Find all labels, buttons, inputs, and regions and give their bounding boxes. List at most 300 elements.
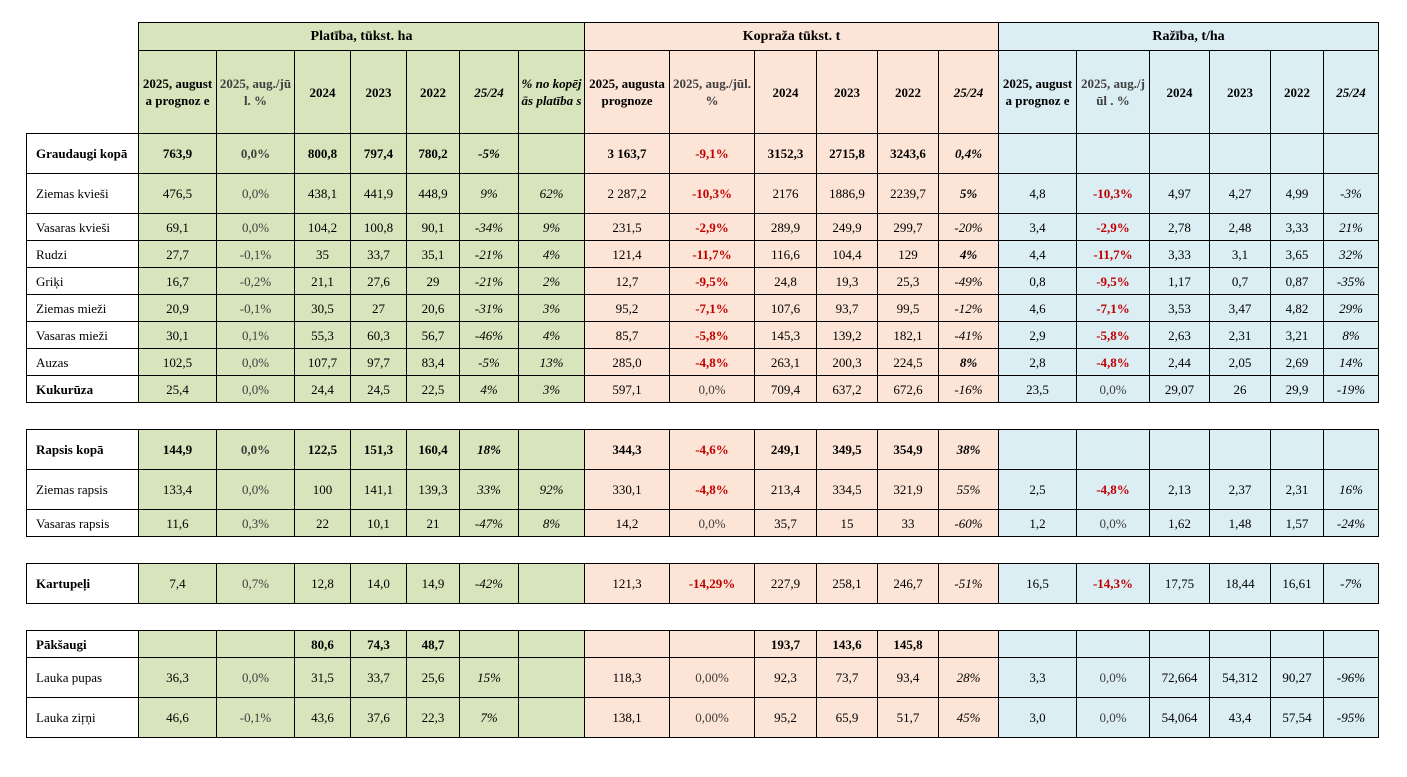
cell-yield-2: 17,75	[1150, 564, 1210, 604]
cell-area-5: -21%	[460, 268, 519, 295]
subheader-harvest-4: 2022	[878, 51, 939, 134]
table-row	[27, 241, 1379, 268]
table-row	[27, 658, 1379, 698]
cell-area-2: 100	[295, 470, 351, 510]
subheader-yield-0: 2025, augusta prognoz e	[999, 51, 1077, 134]
cell-harvest-3: 249,9	[817, 214, 878, 241]
subheader-yield-2: 2024	[1150, 51, 1210, 134]
subheader-harvest-2: 2024	[755, 51, 817, 134]
cell-harvest-4: 93,4	[878, 658, 939, 698]
cell-yield-4: 2,31	[1271, 470, 1324, 510]
cell-area-4: 22,5	[407, 376, 460, 403]
cell-harvest-0: 344,3	[585, 430, 670, 470]
cell-area-4: 56,7	[407, 322, 460, 349]
cell-harvest-2: 107,6	[755, 295, 817, 322]
cell-area-1: 0,1%	[217, 322, 295, 349]
cell-harvest-0: 138,1	[585, 698, 670, 738]
cell-area-6: 4%	[519, 241, 585, 268]
cell-harvest-1: -14,29%	[670, 564, 755, 604]
cell-harvest-4: 129	[878, 241, 939, 268]
cell-harvest-4: 51,7	[878, 698, 939, 738]
cell-yield-1: 0,0%	[1077, 376, 1150, 403]
cell-area-3: 24,5	[351, 376, 407, 403]
row-label: Ziemas mieži	[27, 295, 139, 322]
cell-area-6: 8%	[519, 510, 585, 537]
cell-area-5: -42%	[460, 564, 519, 604]
cell-harvest-4: 182,1	[878, 322, 939, 349]
cell-harvest-3: 334,5	[817, 470, 878, 510]
cell-harvest-1: -4,8%	[670, 470, 755, 510]
cell-yield-5: 21%	[1324, 214, 1379, 241]
table-row	[27, 295, 1379, 322]
cell-yield-2	[1150, 134, 1210, 174]
cell-area-5: -46%	[460, 322, 519, 349]
subheader-area-1: 2025, aug./jūl. %	[217, 51, 295, 134]
cell-harvest-5: -60%	[939, 510, 999, 537]
cell-area-2: 122,5	[295, 430, 351, 470]
cell-harvest-5: -16%	[939, 376, 999, 403]
cell-area-0: 46,6	[139, 698, 217, 738]
cell-yield-3: 18,44	[1210, 564, 1271, 604]
cell-yield-5: 14%	[1324, 349, 1379, 376]
cell-harvest-5: 55%	[939, 470, 999, 510]
cell-harvest-4: 299,7	[878, 214, 939, 241]
subheader-harvest-3: 2023	[817, 51, 878, 134]
cell-yield-0: 16,5	[999, 564, 1077, 604]
group-header-harvest: Kopraža tūkst. t	[585, 23, 999, 51]
cell-yield-0: 4,4	[999, 241, 1077, 268]
cell-area-2: 80,6	[295, 631, 351, 658]
cell-yield-3: 26	[1210, 376, 1271, 403]
cell-area-6	[519, 430, 585, 470]
cell-yield-4: 0,87	[1271, 268, 1324, 295]
section-spacer	[27, 537, 1379, 564]
table-row	[27, 510, 1379, 537]
cell-yield-2: 2,63	[1150, 322, 1210, 349]
cell-harvest-0: 118,3	[585, 658, 670, 698]
cell-yield-2: 2,13	[1150, 470, 1210, 510]
table-row	[27, 631, 1379, 658]
cell-area-4: 83,4	[407, 349, 460, 376]
cell-harvest-2: 145,3	[755, 322, 817, 349]
cell-yield-4: 2,69	[1271, 349, 1324, 376]
table-row	[27, 134, 1379, 174]
cell-area-6: 3%	[519, 376, 585, 403]
row-label: Rapsis kopā	[27, 430, 139, 470]
cell-harvest-3: 200,3	[817, 349, 878, 376]
cell-yield-0: 3,3	[999, 658, 1077, 698]
cell-yield-2: 72,664	[1150, 658, 1210, 698]
cell-yield-1: -10,3%	[1077, 174, 1150, 214]
subheader-harvest-0: 2025, augusta prognoze	[585, 51, 670, 134]
cell-area-1: 0,7%	[217, 564, 295, 604]
cell-harvest-0: 330,1	[585, 470, 670, 510]
cell-yield-3	[1210, 134, 1271, 174]
cell-area-4: 780,2	[407, 134, 460, 174]
corner-cell	[27, 51, 139, 134]
cell-harvest-2: 227,9	[755, 564, 817, 604]
cell-area-5: 4%	[460, 376, 519, 403]
cell-area-0: 144,9	[139, 430, 217, 470]
cell-harvest-5: 5%	[939, 174, 999, 214]
cell-harvest-2: 3152,3	[755, 134, 817, 174]
cell-harvest-4: 246,7	[878, 564, 939, 604]
cell-harvest-3: 349,5	[817, 430, 878, 470]
row-label: Kartupeļi	[27, 564, 139, 604]
cell-area-1: 0,0%	[217, 214, 295, 241]
cell-area-3: 14,0	[351, 564, 407, 604]
cell-area-1: 0,0%	[217, 430, 295, 470]
cell-yield-0	[999, 631, 1077, 658]
subheader-area-2: 2024	[295, 51, 351, 134]
cell-harvest-4: 224,5	[878, 349, 939, 376]
cell-harvest-0: 285,0	[585, 349, 670, 376]
cell-area-4: 48,7	[407, 631, 460, 658]
cell-area-6	[519, 631, 585, 658]
cell-harvest-5: 4%	[939, 241, 999, 268]
cell-area-5: 33%	[460, 470, 519, 510]
cell-area-2: 55,3	[295, 322, 351, 349]
cell-yield-4: 57,54	[1271, 698, 1324, 738]
cell-yield-5	[1324, 631, 1379, 658]
cell-harvest-4: 99,5	[878, 295, 939, 322]
cell-harvest-3: 258,1	[817, 564, 878, 604]
cell-area-3: 441,9	[351, 174, 407, 214]
cell-area-6	[519, 658, 585, 698]
group-header-row	[27, 23, 1379, 51]
group-header-yield: Ražība, t/ha	[999, 23, 1379, 51]
cell-area-1: 0,3%	[217, 510, 295, 537]
cell-area-0: 11,6	[139, 510, 217, 537]
cell-area-3: 27	[351, 295, 407, 322]
cell-yield-3	[1210, 430, 1271, 470]
cell-yield-1: -7,1%	[1077, 295, 1150, 322]
cell-harvest-5: -12%	[939, 295, 999, 322]
cell-area-0: 20,9	[139, 295, 217, 322]
cell-area-0: 763,9	[139, 134, 217, 174]
row-label: Auzas	[27, 349, 139, 376]
cell-harvest-1: -7,1%	[670, 295, 755, 322]
row-label: Kukurūza	[27, 376, 139, 403]
cell-area-0: 36,3	[139, 658, 217, 698]
cell-harvest-5: -20%	[939, 214, 999, 241]
cell-area-6: 9%	[519, 214, 585, 241]
cell-yield-4: 3,65	[1271, 241, 1324, 268]
cell-harvest-0: 85,7	[585, 322, 670, 349]
cell-area-4: 14,9	[407, 564, 460, 604]
cell-harvest-2: 249,1	[755, 430, 817, 470]
cell-yield-0: 2,9	[999, 322, 1077, 349]
cell-area-0: 25,4	[139, 376, 217, 403]
cell-yield-5: -96%	[1324, 658, 1379, 698]
cell-harvest-0: 121,4	[585, 241, 670, 268]
row-label: Vasaras mieži	[27, 322, 139, 349]
row-label: Rudzi	[27, 241, 139, 268]
cell-area-4: 29	[407, 268, 460, 295]
cell-yield-2	[1150, 430, 1210, 470]
cell-yield-0: 2,5	[999, 470, 1077, 510]
cell-yield-5: -7%	[1324, 564, 1379, 604]
cell-yield-5: -3%	[1324, 174, 1379, 214]
cell-area-2: 438,1	[295, 174, 351, 214]
cell-area-1: 0,0%	[217, 174, 295, 214]
cell-area-5: -5%	[460, 349, 519, 376]
cell-harvest-0: 95,2	[585, 295, 670, 322]
cell-yield-4: 3,21	[1271, 322, 1324, 349]
cell-harvest-1: -9,5%	[670, 268, 755, 295]
cell-area-5: -47%	[460, 510, 519, 537]
table-row	[27, 698, 1379, 738]
cell-area-5: 15%	[460, 658, 519, 698]
cell-area-3: 151,3	[351, 430, 407, 470]
cell-area-6: 3%	[519, 295, 585, 322]
subheader-yield-5: 25/24	[1324, 51, 1379, 134]
cell-yield-4: 4,99	[1271, 174, 1324, 214]
cell-harvest-0: 3 163,7	[585, 134, 670, 174]
cell-yield-2	[1150, 631, 1210, 658]
cell-area-2: 35	[295, 241, 351, 268]
cell-yield-1: -4,8%	[1077, 349, 1150, 376]
cell-area-2: 107,7	[295, 349, 351, 376]
cell-area-1: -0,1%	[217, 698, 295, 738]
cell-area-4: 448,9	[407, 174, 460, 214]
cell-yield-2: 3,53	[1150, 295, 1210, 322]
cell-area-2: 800,8	[295, 134, 351, 174]
cell-harvest-0: 14,2	[585, 510, 670, 537]
cell-harvest-4: 354,9	[878, 430, 939, 470]
cell-area-5: -21%	[460, 241, 519, 268]
cell-area-5	[460, 631, 519, 658]
cell-yield-4: 90,27	[1271, 658, 1324, 698]
cell-yield-4	[1271, 430, 1324, 470]
cell-area-2: 30,5	[295, 295, 351, 322]
cell-area-0: 69,1	[139, 214, 217, 241]
cell-yield-4: 1,57	[1271, 510, 1324, 537]
cell-yield-5: 32%	[1324, 241, 1379, 268]
cell-yield-3: 54,312	[1210, 658, 1271, 698]
cell-harvest-3: 1886,9	[817, 174, 878, 214]
row-label: Lauka ziŗņi	[27, 698, 139, 738]
cell-yield-2: 4,97	[1150, 174, 1210, 214]
cell-area-0: 27,7	[139, 241, 217, 268]
cell-harvest-3: 139,2	[817, 322, 878, 349]
cell-area-5: -34%	[460, 214, 519, 241]
cell-area-3: 33,7	[351, 658, 407, 698]
row-label: Vasaras kvieši	[27, 214, 139, 241]
cell-area-6: 92%	[519, 470, 585, 510]
cell-area-6	[519, 564, 585, 604]
subheader-row	[27, 51, 1379, 134]
cell-harvest-0	[585, 631, 670, 658]
cell-yield-3: 2,31	[1210, 322, 1271, 349]
cell-harvest-5	[939, 631, 999, 658]
cell-area-1: -0,1%	[217, 295, 295, 322]
cell-area-4: 90,1	[407, 214, 460, 241]
section-spacer	[27, 604, 1379, 631]
cell-harvest-3: 19,3	[817, 268, 878, 295]
cell-yield-2: 29,07	[1150, 376, 1210, 403]
cell-harvest-3: 73,7	[817, 658, 878, 698]
cell-yield-3: 2,48	[1210, 214, 1271, 241]
cell-area-6: 4%	[519, 322, 585, 349]
cell-area-5: -5%	[460, 134, 519, 174]
cell-yield-3: 3,1	[1210, 241, 1271, 268]
cell-area-0: 476,5	[139, 174, 217, 214]
cell-area-2: 24,4	[295, 376, 351, 403]
cell-harvest-1	[670, 631, 755, 658]
cell-area-5: -31%	[460, 295, 519, 322]
cell-harvest-0: 231,5	[585, 214, 670, 241]
cell-area-6	[519, 698, 585, 738]
cell-yield-1: -9,5%	[1077, 268, 1150, 295]
cell-yield-1: -14,3%	[1077, 564, 1150, 604]
table-row	[27, 322, 1379, 349]
cell-yield-4: 4,82	[1271, 295, 1324, 322]
cell-area-2: 104,2	[295, 214, 351, 241]
row-label: Ziemas rapsis	[27, 470, 139, 510]
cell-area-4: 160,4	[407, 430, 460, 470]
corner-cell	[27, 23, 139, 51]
cell-area-2: 12,8	[295, 564, 351, 604]
cell-yield-3: 43,4	[1210, 698, 1271, 738]
cell-harvest-2: 95,2	[755, 698, 817, 738]
cell-harvest-4: 145,8	[878, 631, 939, 658]
subheader-harvest-1: 2025, aug./jūl. %	[670, 51, 755, 134]
cell-area-2: 21,1	[295, 268, 351, 295]
cell-yield-0: 1,2	[999, 510, 1077, 537]
cell-yield-2: 2,44	[1150, 349, 1210, 376]
cell-area-6	[519, 134, 585, 174]
cell-harvest-3: 104,4	[817, 241, 878, 268]
cell-yield-3	[1210, 631, 1271, 658]
cell-yield-4: 29,9	[1271, 376, 1324, 403]
cell-harvest-3: 143,6	[817, 631, 878, 658]
cell-area-3: 141,1	[351, 470, 407, 510]
cell-area-3: 37,6	[351, 698, 407, 738]
cell-harvest-2: 263,1	[755, 349, 817, 376]
table-row	[27, 349, 1379, 376]
cell-area-6: 2%	[519, 268, 585, 295]
cell-harvest-5: 45%	[939, 698, 999, 738]
cell-yield-5	[1324, 134, 1379, 174]
cell-area-6: 62%	[519, 174, 585, 214]
cell-yield-5: 8%	[1324, 322, 1379, 349]
subheader-yield-3: 2023	[1210, 51, 1271, 134]
cell-area-3: 33,7	[351, 241, 407, 268]
cell-yield-4: 3,33	[1271, 214, 1324, 241]
cell-harvest-1: -11,7%	[670, 241, 755, 268]
cell-harvest-2: 709,4	[755, 376, 817, 403]
table-row	[27, 564, 1379, 604]
cell-harvest-3: 637,2	[817, 376, 878, 403]
cell-harvest-1: -4,6%	[670, 430, 755, 470]
cell-area-5: 9%	[460, 174, 519, 214]
cell-area-1: 0,0%	[217, 134, 295, 174]
cell-area-3: 10,1	[351, 510, 407, 537]
cell-yield-1: 0,0%	[1077, 698, 1150, 738]
cell-harvest-4: 672,6	[878, 376, 939, 403]
cell-harvest-5: -49%	[939, 268, 999, 295]
cell-yield-0	[999, 134, 1077, 174]
cell-yield-0	[999, 430, 1077, 470]
cell-area-4: 35,1	[407, 241, 460, 268]
cell-yield-2: 1,62	[1150, 510, 1210, 537]
cell-harvest-4: 33	[878, 510, 939, 537]
row-label: Vasaras rapsis	[27, 510, 139, 537]
cell-harvest-0: 121,3	[585, 564, 670, 604]
cell-harvest-2: 24,8	[755, 268, 817, 295]
row-label: Graudaugi kopā	[27, 134, 139, 174]
cell-yield-4: 16,61	[1271, 564, 1324, 604]
cell-area-3: 60,3	[351, 322, 407, 349]
cell-harvest-1: -4,8%	[670, 349, 755, 376]
row-label: Lauka pupas	[27, 658, 139, 698]
cell-harvest-5: -41%	[939, 322, 999, 349]
cell-area-1	[217, 631, 295, 658]
cell-yield-3: 2,05	[1210, 349, 1271, 376]
cell-area-2: 22	[295, 510, 351, 537]
cell-harvest-5: 0,4%	[939, 134, 999, 174]
cell-yield-2: 1,17	[1150, 268, 1210, 295]
cell-yield-1: -2,9%	[1077, 214, 1150, 241]
spacer-cell	[27, 537, 1379, 564]
cell-harvest-2: 193,7	[755, 631, 817, 658]
cell-area-4: 22,3	[407, 698, 460, 738]
cell-area-2: 43,6	[295, 698, 351, 738]
cell-harvest-3: 15	[817, 510, 878, 537]
cell-area-4: 21	[407, 510, 460, 537]
cell-harvest-4: 3243,6	[878, 134, 939, 174]
row-label: Ziemas kvieši	[27, 174, 139, 214]
cell-area-5: 18%	[460, 430, 519, 470]
spacer-cell	[27, 403, 1379, 430]
cell-area-1: -0,2%	[217, 268, 295, 295]
cell-yield-3: 0,7	[1210, 268, 1271, 295]
cell-harvest-2: 35,7	[755, 510, 817, 537]
subheader-area-6: % no kopējās platība s	[519, 51, 585, 134]
table-row	[27, 470, 1379, 510]
spacer-cell	[27, 604, 1379, 631]
section-spacer	[27, 403, 1379, 430]
subheader-area-5: 25/24	[460, 51, 519, 134]
cell-yield-4	[1271, 631, 1324, 658]
cell-yield-1	[1077, 430, 1150, 470]
cell-harvest-0: 12,7	[585, 268, 670, 295]
cell-harvest-4: 25,3	[878, 268, 939, 295]
cell-harvest-1: 0,0%	[670, 510, 755, 537]
cell-yield-1: 0,0%	[1077, 510, 1150, 537]
subheader-harvest-5: 25/24	[939, 51, 999, 134]
cell-harvest-0: 2 287,2	[585, 174, 670, 214]
cell-harvest-1: 0,0%	[670, 376, 755, 403]
cell-yield-5: -24%	[1324, 510, 1379, 537]
cell-harvest-2: 92,3	[755, 658, 817, 698]
table-row	[27, 376, 1379, 403]
cell-yield-1: -11,7%	[1077, 241, 1150, 268]
cell-yield-0: 2,8	[999, 349, 1077, 376]
cell-area-0: 7,4	[139, 564, 217, 604]
cell-yield-5	[1324, 430, 1379, 470]
subheader-area-4: 2022	[407, 51, 460, 134]
cell-yield-5: -95%	[1324, 698, 1379, 738]
cell-area-3: 97,7	[351, 349, 407, 376]
cell-yield-0: 3,4	[999, 214, 1077, 241]
cell-area-1: 0,0%	[217, 376, 295, 403]
cell-area-5: 7%	[460, 698, 519, 738]
cell-area-4: 25,6	[407, 658, 460, 698]
cell-area-2: 31,5	[295, 658, 351, 698]
cell-area-0: 30,1	[139, 322, 217, 349]
